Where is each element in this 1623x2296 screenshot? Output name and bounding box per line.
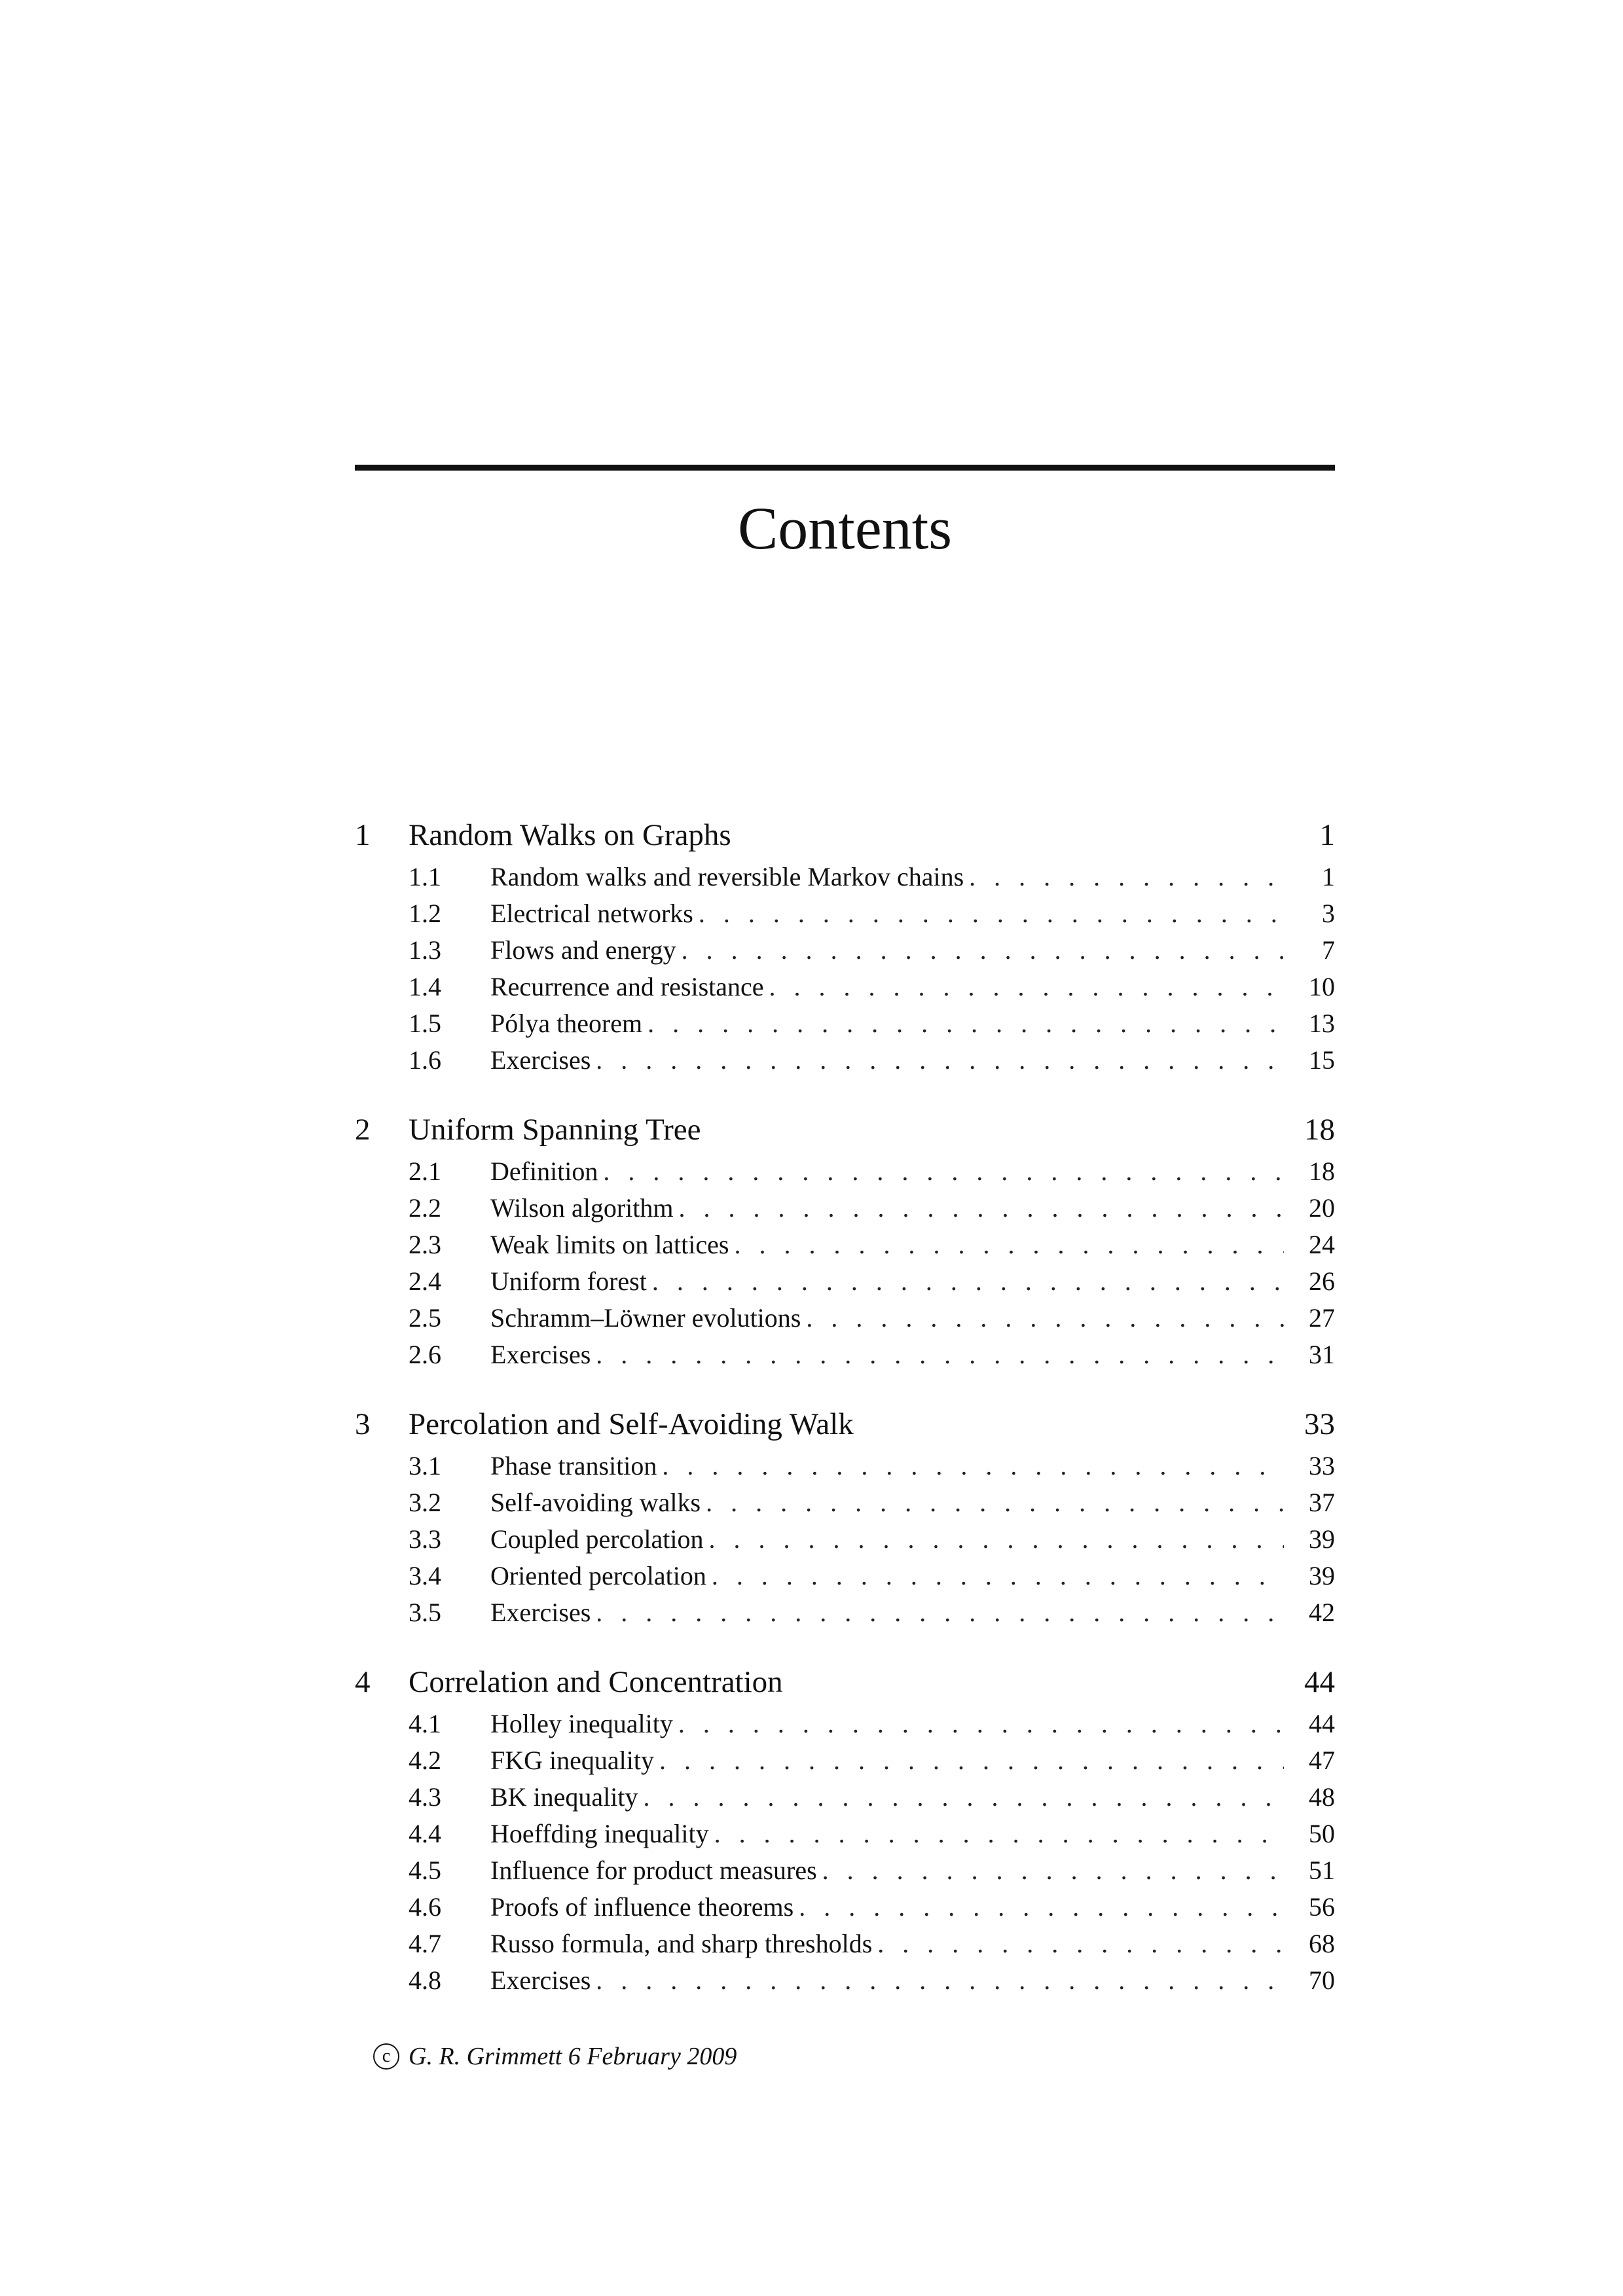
section-page: 26 (1309, 1266, 1335, 1296)
section-title: Hoeffding inequality (490, 1819, 709, 1848)
section-title: Coupled percolation (490, 1524, 704, 1554)
toc-entry[interactable] (355, 1448, 1335, 1484)
chapter-title: Random Walks on Graphs (409, 818, 731, 852)
section-page: 18 (1309, 1157, 1335, 1186)
chapter-2 (355, 1106, 1335, 1373)
section-title: Wilson algorithm (490, 1193, 674, 1223)
toc-entry[interactable] (355, 1005, 1335, 1042)
section-page: 44 (1309, 1709, 1335, 1738)
section-number: 4.1 (409, 1709, 441, 1738)
section-title: Electrical networks (490, 899, 693, 928)
chapter-title: Uniform Spanning Tree (409, 1113, 701, 1147)
dot-leader (734, 1227, 1284, 1263)
dot-leader (652, 1263, 1284, 1300)
chapter-page: 18 (1304, 1113, 1335, 1147)
section-title: Oriented percolation (490, 1561, 706, 1590)
section-number: 2.2 (409, 1193, 441, 1223)
section-number: 2.5 (409, 1303, 441, 1333)
section-number: 1.6 (409, 1045, 441, 1075)
section-title: FKG inequality (490, 1746, 654, 1775)
chapter-heading[interactable] (355, 812, 1335, 859)
dot-leader (596, 1336, 1284, 1373)
toc-entry[interactable] (355, 1484, 1335, 1521)
section-number: 4.4 (409, 1819, 441, 1848)
section-page: 1 (1322, 862, 1335, 891)
section-page: 31 (1309, 1340, 1335, 1369)
chapter-title: Percolation and Self-Avoiding Walk (409, 1407, 854, 1441)
section-title: Recurrence and resistance (490, 972, 764, 1001)
toc-entry[interactable] (355, 1300, 1335, 1336)
toc-entry[interactable] (355, 1962, 1335, 1999)
section-page: 3 (1322, 899, 1335, 928)
dot-leader (659, 1742, 1284, 1779)
section-page: 27 (1309, 1303, 1335, 1333)
section-number: 2.3 (409, 1230, 441, 1259)
dot-leader (806, 1300, 1284, 1336)
dot-leader (644, 1779, 1284, 1816)
dot-leader (799, 1889, 1284, 1926)
section-title: Phase transition (490, 1451, 657, 1480)
section-title: Random walks and reversible Markov chains (490, 862, 964, 891)
section-number: 4.8 (409, 1965, 441, 1995)
section-page: 24 (1309, 1230, 1335, 1259)
section-number: 4.2 (409, 1746, 441, 1775)
dot-leader (647, 1005, 1284, 1042)
section-page: 48 (1309, 1782, 1335, 1812)
section-number: 4.6 (409, 1892, 441, 1922)
section-title: Weak limits on lattices (490, 1230, 729, 1259)
section-page: 51 (1309, 1856, 1335, 1885)
section-title: Flows and energy (490, 935, 676, 965)
section-page: 56 (1309, 1892, 1335, 1922)
chapter-page: 1 (1319, 818, 1335, 852)
section-title: Schramm–Löwner evolutions (490, 1303, 801, 1333)
dot-leader (769, 969, 1284, 1005)
chapter-number: 1 (355, 818, 371, 852)
section-page: 33 (1309, 1451, 1335, 1480)
toc-entry[interactable] (355, 932, 1335, 969)
section-number: 3.1 (409, 1451, 441, 1480)
dot-leader (662, 1448, 1284, 1484)
section-page: 20 (1309, 1193, 1335, 1223)
section-page: 68 (1309, 1929, 1335, 1958)
section-number: 4.5 (409, 1856, 441, 1885)
chapter-4 (355, 1659, 1335, 1999)
toc-entry[interactable] (355, 1042, 1335, 1079)
section-number: 3.5 (409, 1598, 441, 1627)
section-number: 1.3 (409, 935, 441, 965)
dot-leader (706, 1484, 1284, 1521)
chapter-heading[interactable] (355, 1401, 1335, 1448)
section-number: 2.1 (409, 1157, 441, 1186)
section-page: 39 (1309, 1524, 1335, 1554)
section-title: Proofs of influence theorems (490, 1892, 794, 1922)
dot-leader (877, 1926, 1284, 1962)
section-page: 15 (1309, 1045, 1335, 1075)
chapter-title: Correlation and Concentration (409, 1665, 783, 1699)
toc-entry[interactable] (355, 1742, 1335, 1779)
toc-entry[interactable] (355, 1926, 1335, 1962)
chapter-number: 4 (355, 1665, 371, 1699)
section-number: 4.3 (409, 1782, 441, 1812)
toc-entry[interactable] (355, 1594, 1335, 1631)
section-number: 4.7 (409, 1929, 441, 1958)
chapter-number: 2 (355, 1113, 371, 1147)
chapter-page: 33 (1304, 1407, 1335, 1441)
toc-entry[interactable] (355, 1852, 1335, 1889)
section-page: 50 (1309, 1819, 1335, 1848)
dot-leader (603, 1153, 1284, 1190)
toc-entry[interactable] (355, 895, 1335, 932)
section-page: 37 (1309, 1488, 1335, 1517)
dot-leader (714, 1816, 1284, 1852)
chapter-1 (355, 812, 1335, 1079)
toc-entry[interactable] (355, 1816, 1335, 1852)
section-title: Exercises (490, 1340, 591, 1369)
section-title: Exercises (490, 1045, 591, 1075)
section-number: 3.3 (409, 1524, 441, 1554)
section-title: Russo formula, and sharp thresholds (490, 1929, 873, 1958)
footer-text: G. R. Grimmett 6 February 2009 (409, 2043, 737, 2070)
toc-entry[interactable] (355, 1521, 1335, 1558)
chapter-number: 3 (355, 1407, 371, 1441)
toc-entry[interactable] (355, 1779, 1335, 1816)
section-title: Pólya theorem (490, 1009, 643, 1038)
dot-leader (708, 1521, 1284, 1558)
dot-leader (596, 1962, 1284, 1999)
dot-leader (596, 1594, 1284, 1631)
section-title: Uniform forest (490, 1266, 647, 1296)
copyright-icon: c (373, 2043, 399, 2070)
section-page: 39 (1309, 1561, 1335, 1590)
toc-entry[interactable] (355, 1153, 1335, 1190)
footer (373, 2042, 737, 2071)
chapter-3 (355, 1401, 1335, 1631)
toc-entry[interactable] (355, 1263, 1335, 1300)
section-title: Exercises (490, 1965, 591, 1995)
chapter-heading[interactable] (355, 1659, 1335, 1706)
section-number: 3.2 (409, 1488, 441, 1517)
toc-entry[interactable] (355, 1889, 1335, 1926)
section-number: 2.4 (409, 1266, 441, 1296)
section-page: 47 (1309, 1746, 1335, 1775)
dot-leader (822, 1852, 1284, 1889)
dot-leader (678, 1706, 1284, 1742)
toc-entry[interactable] (355, 1558, 1335, 1594)
title-rule (355, 465, 1335, 471)
toc-entry[interactable] (355, 969, 1335, 1005)
chapter-page: 44 (1304, 1665, 1335, 1699)
table-of-contents (355, 812, 1335, 2026)
section-number: 1.1 (409, 862, 441, 891)
dot-leader (699, 895, 1284, 932)
section-number: 1.4 (409, 972, 441, 1001)
dot-leader (969, 859, 1284, 895)
section-page: 42 (1309, 1598, 1335, 1627)
toc-entry[interactable] (355, 1706, 1335, 1742)
toc-entry[interactable] (355, 1227, 1335, 1263)
toc-entry[interactable] (355, 859, 1335, 895)
section-title: Holley inequality (490, 1709, 673, 1738)
section-page: 7 (1322, 935, 1335, 965)
section-title: Self-avoiding walks (490, 1488, 701, 1517)
dot-leader (678, 1190, 1284, 1227)
section-number: 1.5 (409, 1009, 441, 1038)
page-title: Contents (737, 495, 953, 562)
section-page: 10 (1309, 972, 1335, 1001)
chapter-heading[interactable] (355, 1106, 1335, 1153)
section-title: BK inequality (490, 1782, 638, 1812)
dot-leader (712, 1558, 1284, 1594)
dot-leader (596, 1042, 1284, 1079)
section-number: 1.2 (409, 899, 441, 928)
section-page: 70 (1309, 1965, 1335, 1995)
section-number: 2.6 (409, 1340, 441, 1369)
section-number: 3.4 (409, 1561, 441, 1590)
section-page: 13 (1309, 1009, 1335, 1038)
section-title: Exercises (490, 1598, 591, 1627)
toc-entry[interactable] (355, 1190, 1335, 1227)
section-title: Influence for product measures (490, 1856, 817, 1885)
section-title: Definition (490, 1157, 598, 1186)
dot-leader (682, 932, 1284, 969)
toc-entry[interactable] (355, 1336, 1335, 1373)
